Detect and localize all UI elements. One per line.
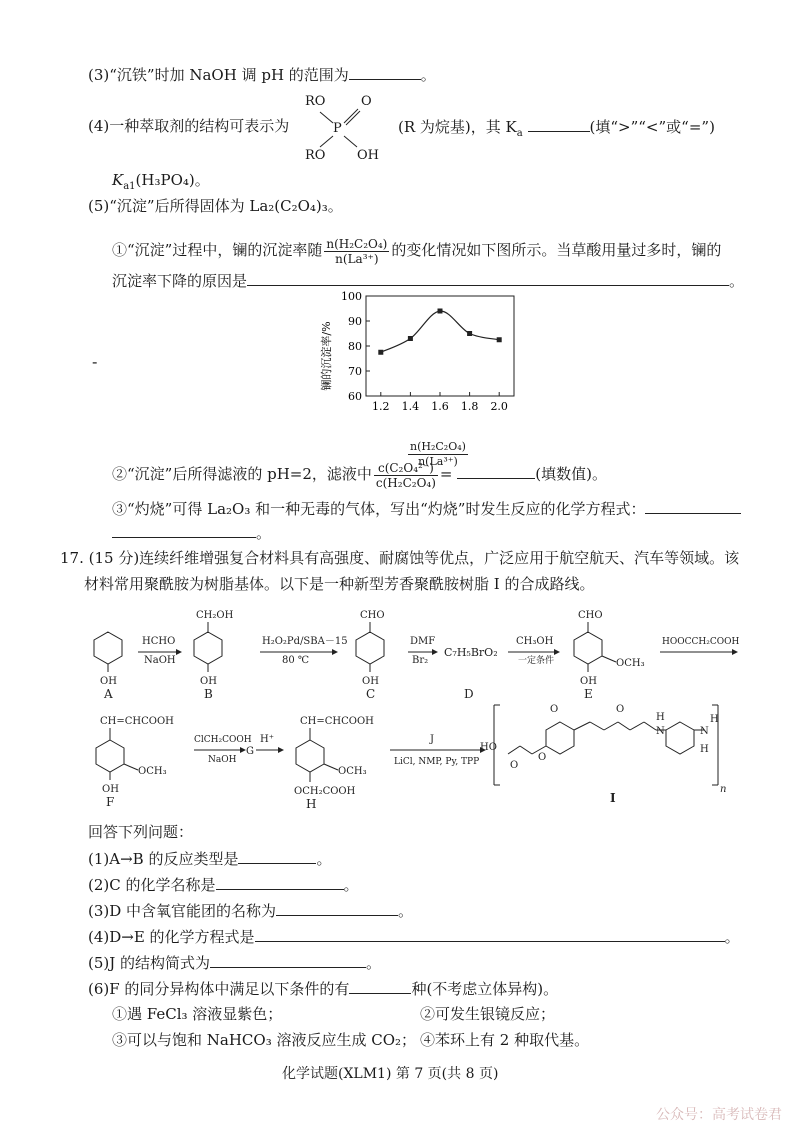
svg-text:NaOH: NaOH	[144, 655, 176, 666]
q17-intro-2: 材料常用聚酰胺为树脂基体。以下是一种新型芳香聚酰胺树脂 I 的合成路线。	[84, 575, 595, 593]
svg-text:C: C	[366, 687, 376, 701]
answer-blank[interactable]	[247, 270, 729, 286]
svg-text:I: I	[610, 791, 616, 805]
svg-text:OCH₂COOH: OCH₂COOH	[294, 786, 356, 797]
svg-text:OH: OH	[102, 784, 119, 795]
page-footer: 化学试题(XLM1) 第 7 页(共 8 页)	[282, 1066, 499, 1082]
svg-text:Br₂: Br₂	[412, 655, 429, 666]
x-tick-label: 1.2	[372, 400, 390, 413]
data-point	[378, 350, 383, 355]
answer-blank[interactable]	[457, 463, 535, 479]
svg-text:OH: OH	[100, 676, 117, 687]
x-tick-label: 2.0	[490, 400, 508, 413]
svg-text:G: G	[246, 746, 254, 757]
x-tick-label: 1.8	[460, 400, 479, 413]
q3-line: (3)“沉铁”时加 NaOH 调 pH 的范围为 。	[88, 66, 436, 84]
svg-text:CH₂OH: CH₂OH	[196, 610, 234, 621]
answer-blank[interactable]	[349, 978, 411, 994]
y-tick-label: 60	[348, 390, 362, 403]
synthesis-scheme	[70, 600, 740, 820]
x-tick-label: 1.6	[431, 400, 449, 413]
y-tick-label: 70	[348, 365, 362, 378]
answer-blank[interactable]	[255, 926, 725, 942]
mole-ratio-fraction: $\frac{\text{n(H₂C₂O₄)}}{\text{n(La³⁺)}}$	[326, 236, 388, 266]
y-tick-label: 80	[348, 340, 362, 353]
stray-dash: -	[92, 352, 98, 371]
svg-text:O: O	[616, 704, 625, 715]
svg-text:N: N	[700, 726, 709, 737]
answer-blank[interactable]	[276, 900, 398, 916]
svg-text:B: B	[204, 687, 213, 701]
svg-text:H₂O₂Pd/SBA－15: H₂O₂Pd/SBA－15	[262, 636, 348, 647]
svg-text:OCH₃: OCH₃	[616, 658, 645, 669]
svg-text:HCHO: HCHO	[142, 636, 176, 647]
svg-text:H: H	[656, 712, 665, 723]
svg-text:E: E	[584, 687, 593, 701]
svg-text:HO: HO	[480, 742, 497, 753]
data-point	[438, 309, 443, 314]
svg-text:CH=CHCOOH: CH=CHCOOH	[100, 716, 174, 727]
sub-q4: (4)D→E 的化学方程式是 。	[88, 928, 740, 946]
y-tick-label: 100	[341, 290, 362, 303]
condition-3: ③可以与饱和 NaHCO₃ 溶液反应生成 CO₂；	[112, 1031, 417, 1049]
answer-blank[interactable]	[238, 848, 316, 864]
struct-ro-top: RO	[305, 94, 326, 109]
struct-oh: OH	[357, 148, 379, 163]
sub-q3: (3)D 中含氧官能团的名称为 。	[88, 902, 414, 920]
precipitation-rate-chart	[300, 286, 540, 446]
questions-head: 回答下列问题：	[88, 823, 194, 841]
svg-text:N: N	[656, 726, 665, 737]
struct-p: P	[333, 121, 342, 136]
q4-ka1: $K_{a1}(H_3PO_4)$。	[112, 171, 210, 192]
svg-text:H: H	[700, 744, 709, 755]
svg-text:LiCl, NMP, Py, TPP: LiCl, NMP, Py, TPP	[394, 757, 480, 767]
svg-text:J: J	[430, 734, 435, 745]
x-tick-label: 1.4	[401, 400, 420, 413]
answer-blank[interactable]	[112, 522, 256, 538]
data-point	[467, 331, 472, 336]
svg-text:A: A	[104, 687, 113, 701]
answer-blank[interactable]	[216, 874, 344, 890]
svg-text:HOOCCH₂COOH: HOOCCH₂COOH	[662, 637, 740, 647]
watermark: 公众号：高考试卷君	[656, 1107, 782, 1123]
q17-intro-1: 17. (15 分)连续纤维增强复合材料具有高强度、耐腐蚀等优点，广泛应用于航空航天、汽车等领域。该	[60, 549, 740, 567]
data-point	[497, 337, 502, 342]
answer-blank[interactable]	[210, 952, 366, 968]
condition-2: ②可发生银镜反应；	[420, 1005, 556, 1023]
svg-text:ClCH₂COOH: ClCH₂COOH	[194, 735, 252, 745]
sub-q2: (2)C 的化学名称是 。	[88, 876, 359, 894]
q5-p2: ②“沉淀”后所得滤液的 pH=2，滤液中 $\frac{\text{c(C₂O₄²⁻)}}{\text{c(H₂C₂O₄)}}$ = (填数值)。	[112, 460, 607, 490]
svg-text:CH₃OH: CH₃OH	[516, 636, 554, 647]
series-line	[381, 311, 499, 352]
q5-p1: ①“沉淀”过程中，镧的沉淀率随 $\frac{\text{n(H₂C₂O₄)}}{\text{n(La³⁺)}}$ 的变化情况如下图所示。当草酸用量过多时，镧的	[112, 236, 722, 266]
q4-line: (4)一种萃取剂的结构可表示为	[88, 117, 290, 135]
answer-blank[interactable]	[645, 498, 741, 514]
struct-ro-bottom: RO	[305, 148, 326, 163]
y-axis-label: 镧的沉淀率/%	[320, 321, 333, 391]
svg-text:CHO: CHO	[360, 610, 385, 621]
svg-text:H: H	[306, 797, 317, 811]
svg-text:C₇H₅BrO₂: C₇H₅BrO₂	[444, 646, 498, 659]
svg-text:80 ℃: 80 ℃	[282, 655, 310, 666]
q4-line-2: (R 为烷基)，其 $K_a$ (填“>”“<”或“=”)	[398, 118, 715, 139]
condition-1: ①遇 FeCl₃ 溶液显紫色；	[112, 1005, 283, 1023]
q5-p1-cont: 沉淀率下降的原因是 。	[112, 272, 745, 290]
svg-text:OH: OH	[362, 676, 379, 687]
svg-text:D: D	[464, 687, 474, 701]
answer-blank[interactable]	[349, 64, 421, 80]
svg-text:O: O	[550, 704, 559, 715]
data-point	[408, 336, 413, 341]
svg-text:OCH₃: OCH₃	[338, 766, 367, 777]
svg-text:H⁺: H⁺	[260, 734, 274, 745]
svg-text:O: O	[538, 752, 547, 763]
answer-blank[interactable]	[528, 116, 590, 132]
svg-text:CHO: CHO	[578, 610, 603, 621]
sub-q5: (5)J 的结构简式为 。	[88, 954, 382, 972]
svg-text:n: n	[720, 784, 727, 795]
x-axis-label: $\frac{\text{n(H₂C₂O₄)}}{\text{n(La³⁺)}}$	[410, 440, 466, 468]
svg-text:H: H	[710, 714, 719, 725]
phosphate-structure-bonds	[300, 95, 390, 165]
condition-4: ④苯环上有 2 种取代基。	[420, 1031, 590, 1049]
q5-p3: ③“灼烧”可得 La₂O₃ 和一种无毒的气体，写出“灼烧”时发生反应的化学方程式：	[112, 498, 741, 519]
sub-q1: (1)A→B 的反应类型是 。	[88, 850, 332, 868]
svg-text:OH: OH	[580, 676, 597, 687]
svg-text:OH: OH	[200, 676, 217, 687]
q5-head: (5)“沉淀”后所得固体为 La₂(C₂O₄)₃。	[88, 197, 343, 215]
q5-p3-cont: 。	[112, 522, 271, 543]
svg-text:DMF: DMF	[410, 636, 436, 647]
svg-text:CH=CHCOOH: CH=CHCOOH	[300, 716, 374, 727]
svg-text:一定条件: 一定条件	[518, 656, 555, 666]
svg-text:OCH₃: OCH₃	[138, 766, 167, 777]
concentration-ratio-fraction: $\frac{\text{c(C₂O₄²⁻)}}{\text{c(H₂C₂O₄)}}$	[375, 460, 436, 490]
y-tick-label: 90	[348, 315, 362, 328]
svg-text:O: O	[510, 760, 519, 771]
struct-o: O	[361, 94, 372, 109]
svg-text:NaOH: NaOH	[208, 755, 237, 765]
sub-q6: (6)F 的同分异构体中满足以下条件的有 种(不考虑立体异构)。	[88, 980, 559, 998]
svg-text:F: F	[106, 795, 115, 809]
